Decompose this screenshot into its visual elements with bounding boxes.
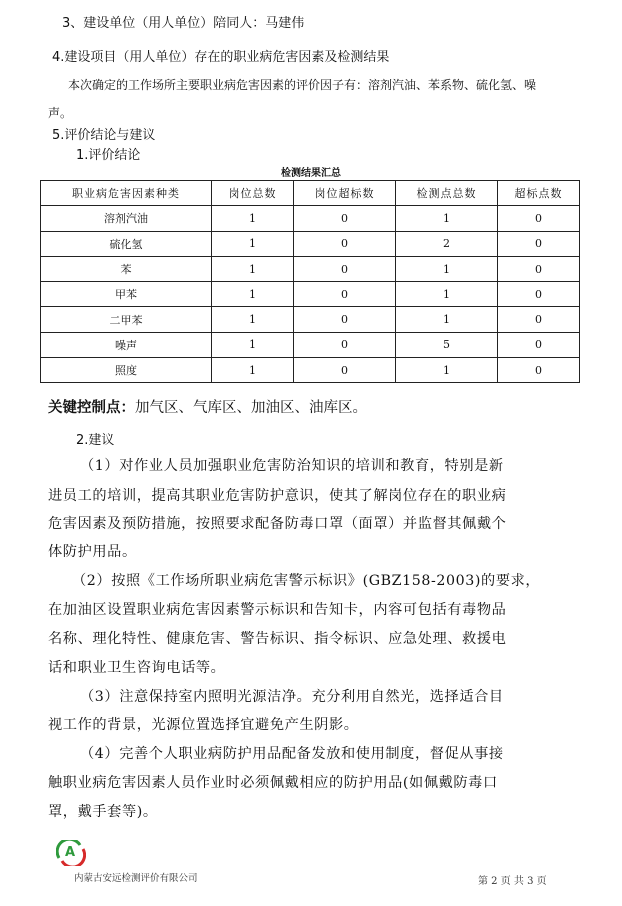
page-number: 第 2 页 共 3 页	[478, 876, 547, 887]
header-post-total: 岗位总数	[212, 181, 294, 206]
value-cell: 2	[395, 231, 497, 256]
value-cell: 1	[212, 231, 294, 256]
suggestion-2-line-4: 话和职业卫生咨询电话等。	[48, 660, 226, 676]
value-cell: 1	[212, 256, 294, 281]
factor-name-cell: 苯	[41, 256, 212, 281]
value-cell: 1	[212, 332, 294, 357]
value-cell: 0	[293, 256, 395, 281]
accompanying-person-line: 3、建设单位（用人单位）陪同人：马建伟	[62, 16, 305, 31]
suggestion-1-line-3: 危害因素及预防措施，按照要求配备防毒口罩（面罩）并监督其佩戴个	[48, 516, 507, 532]
suggestion-2-line-1: （2）按照《工作场所职业病危害警示标识》(GBZ158-2003)的要求，	[72, 573, 541, 589]
value-cell: 5	[395, 332, 497, 357]
value-cell: 0	[293, 206, 395, 231]
table-row	[41, 256, 580, 281]
suggestion-3-line-1: （3）注意保持室内照明光源洁净。充分利用自然光，选择适合目	[80, 689, 504, 705]
value-cell: 1	[212, 358, 294, 383]
factor-name-cell: 照度	[41, 358, 212, 383]
value-cell: 0	[293, 358, 395, 383]
evaluation-conclusion-heading: 1.评价结论	[76, 148, 141, 163]
table-row	[41, 282, 580, 307]
header-point-total: 检测点总数	[395, 181, 497, 206]
detection-results-table	[40, 180, 580, 383]
table-row	[41, 332, 580, 357]
value-cell: 1	[395, 307, 497, 332]
value-cell: 0	[498, 256, 580, 281]
section-5-heading: 5.评价结论与建议	[52, 128, 156, 143]
table-row	[41, 307, 580, 332]
table-row	[41, 231, 580, 256]
section-4-heading: 4.建设项目（用人单位）存在的职业病危害因素及检测结果	[52, 50, 390, 65]
factor-name-cell: 硫化氢	[41, 231, 212, 256]
value-cell: 1	[395, 282, 497, 307]
suggestion-4-line-1: （4）完善个人职业病防护用品配备发放和使用制度，督促从事接	[80, 746, 504, 762]
table-row	[41, 206, 580, 231]
suggestion-2-line-3: 名称、理化特性、健康危害、警告标识、指令标识、应急处理、救援电	[48, 631, 507, 647]
suggestion-4-line-2: 触职业病危害因素人员作业时必须佩戴相应的防护用品(如佩戴防毒口	[48, 775, 498, 791]
value-cell: 1	[395, 206, 497, 231]
evaluation-factors-line: 本次确定的工作场所主要职业病危害因素的评价因子有：溶剂汽油、苯系物、硫化氢、噪	[68, 78, 537, 92]
factor-name-cell: 溶剂汽油	[41, 206, 212, 231]
suggestion-1-line-1: （1）对作业人员加强职业危害防治知识的培训和教育，特别是新	[80, 458, 504, 474]
key-control-points	[48, 396, 367, 417]
evaluation-factors-line-end: 声。	[48, 106, 73, 120]
key-control-points-label: 关键控制点：	[48, 400, 135, 416]
factor-name-cell: 二甲苯	[41, 307, 212, 332]
value-cell: 0	[293, 332, 395, 357]
table-row	[41, 358, 580, 383]
header-point-exceed: 超标点数	[498, 181, 580, 206]
header-post-exceed: 岗位超标数	[293, 181, 395, 206]
logo-letter: A	[65, 845, 76, 860]
suggestion-3-line-2: 视工作的背景，光源位置选择宜避免产生阴影。	[48, 717, 359, 733]
value-cell: 0	[498, 358, 580, 383]
value-cell: 0	[293, 282, 395, 307]
value-cell: 0	[498, 231, 580, 256]
value-cell: 0	[293, 307, 395, 332]
value-cell: 1	[212, 282, 294, 307]
suggestion-1-line-2: 进员工的培训，提高其职业危害防护意识，使其了解岗位存在的职业病	[48, 488, 507, 504]
table-caption: 检测结果汇总	[281, 168, 341, 179]
factor-name-cell: 甲苯	[41, 282, 212, 307]
company-logo-icon	[56, 840, 86, 866]
factor-name-cell: 噪声	[41, 332, 212, 357]
value-cell: 0	[498, 307, 580, 332]
header-factor-type: 职业病危害因素种类	[41, 181, 212, 206]
value-cell: 1	[212, 307, 294, 332]
suggestion-4-line-3: 罩，戴手套等)。	[48, 804, 158, 820]
value-cell: 0	[498, 282, 580, 307]
table-header-row	[41, 181, 580, 206]
key-control-points-text: 加气区、气库区、加油区、油库区。	[135, 400, 367, 416]
suggestion-heading: 2.建议	[76, 433, 115, 448]
value-cell: 0	[498, 206, 580, 231]
value-cell: 0	[498, 332, 580, 357]
value-cell: 0	[293, 231, 395, 256]
suggestion-1-line-4: 体防护用品。	[48, 544, 137, 560]
suggestion-2-line-2: 在加油区设置职业病危害因素警示标识和告知卡，内容可包括有毒物品	[48, 602, 507, 618]
company-name: 内蒙古安远检测评价有限公司	[74, 873, 198, 884]
value-cell: 1	[395, 358, 497, 383]
value-cell: 1	[212, 206, 294, 231]
value-cell: 1	[395, 256, 497, 281]
